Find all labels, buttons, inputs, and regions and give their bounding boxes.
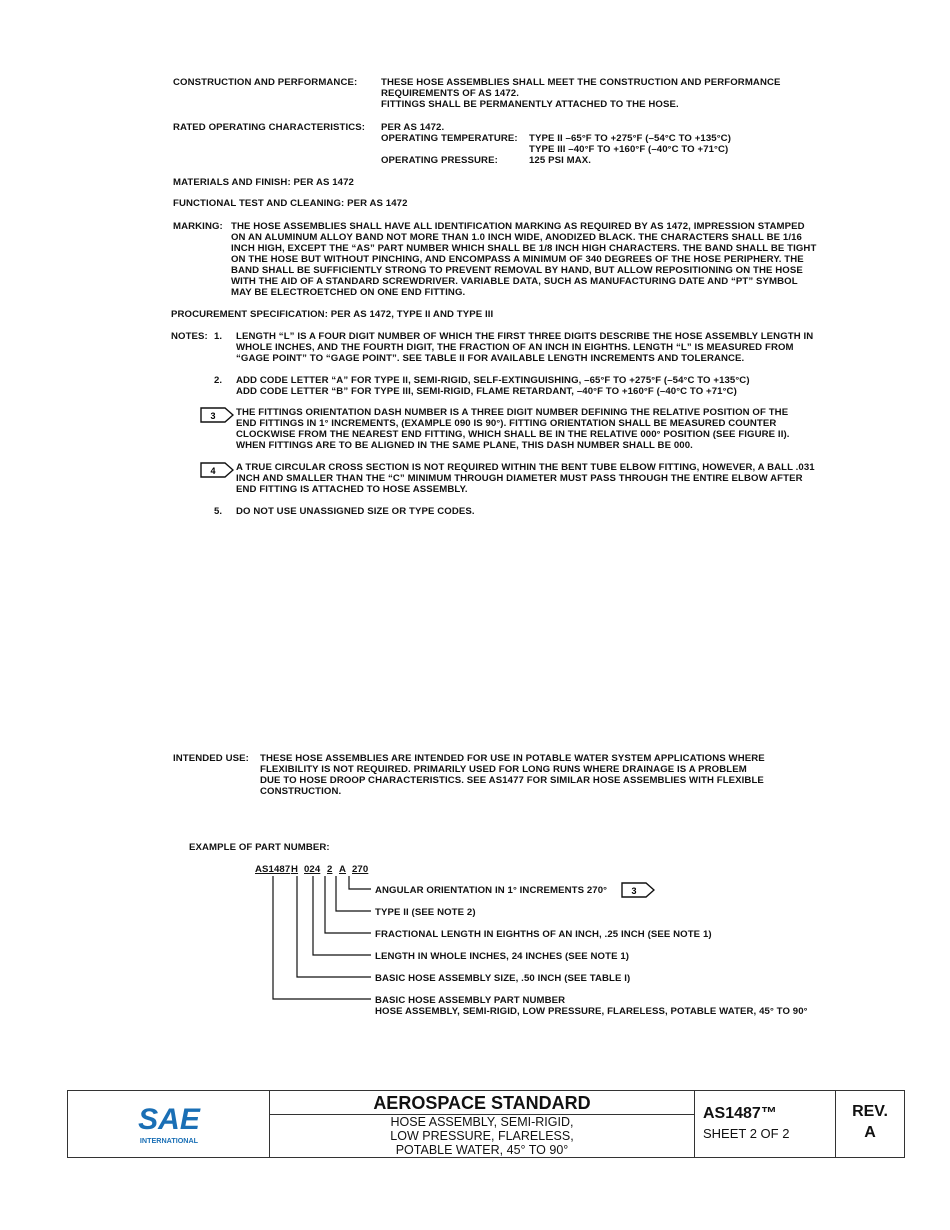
functional-line: FUNCTIONAL TEST AND CLEANING: PER AS 1472 bbox=[173, 198, 408, 209]
pressure-label: OPERATING PRESSURE: bbox=[381, 155, 498, 166]
desc-line: POTABLE WATER, 45° TO 90° bbox=[395, 1143, 569, 1157]
note-3-line: THE FITTINGS ORIENTATION DASH NUMBER IS A THREE DIGIT NUMBER DEFINING THE RELATIVE POSITION OF THE bbox=[236, 407, 789, 418]
sae-logo-text: SAE bbox=[138, 1103, 200, 1136]
standard-title: AEROSPACE STANDARD bbox=[270, 1093, 694, 1115]
rev-value: A bbox=[864, 1124, 876, 1141]
callout-fraction: FRACTIONAL LENGTH IN EIGHTHS OF AN INCH, .25 INCH (SEE NOTE 1) bbox=[375, 929, 712, 940]
construction-line: REQUIREMENTS OF AS 1472. bbox=[381, 88, 519, 99]
revision-cell bbox=[836, 1091, 904, 1157]
rated-per: PER AS 1472. bbox=[381, 122, 445, 133]
part-number-length: 024 bbox=[304, 864, 321, 875]
marking-label: MARKING: bbox=[173, 221, 223, 232]
marking-line: MAY BE ELECTROETCHED ON ONE END FITTING. bbox=[231, 287, 466, 298]
note-4-line: END FITTING IS ATTACHED TO HOSE ASSEMBLY. bbox=[236, 484, 468, 495]
title-cell bbox=[270, 1091, 695, 1157]
note-3-line: END FITTINGS IN 1° INCREMENTS, (EXAMPLE 090 IS 90°). FITTING ORIENTATION SHALL BE MEASURED COUNTER bbox=[236, 418, 777, 429]
note-1-line: WHOLE INCHES, AND THE FOURTH DIGIT, THE FRACTION OF AN INCH IN EIGHTHS. LENGTH “L” IS MEASURED FROM bbox=[236, 342, 794, 353]
intended-line: FLEXIBILITY IS NOT REQUIRED. PRIMARILY USED FOR LONG RUNS WHERE DRAINAGE IS A PROBLEM bbox=[260, 764, 747, 775]
logo-cell bbox=[68, 1091, 270, 1157]
note-3-line: WHEN FITTINGS ARE TO BE ALIGNED IN THE SAME PLANE, THIS DASH NUMBER SHALL BE 000. bbox=[236, 440, 693, 451]
marking-line: ON THE HOSE BUT WITHOUT PINCHING, AND ENCOMPASS A MINIMUM OF 340 DEGREES OF THE HOSE PERIPHERY. THE bbox=[231, 254, 804, 265]
construction-label: CONSTRUCTION AND PERFORMANCE: bbox=[173, 77, 358, 88]
pressure-value: 125 PSI MAX. bbox=[529, 155, 591, 166]
note-3-flag-label: 3 bbox=[210, 411, 216, 421]
part-number-base: AS1487 bbox=[255, 864, 291, 875]
rated-label: RATED OPERATING CHARACTERISTICS: bbox=[173, 122, 366, 133]
note-1-line: LENGTH “L” IS A FOUR DIGIT NUMBER OF WHICH THE FIRST THREE DIGITS DESCRIBE THE HOSE ASSEMBLY LENGTH IN bbox=[236, 331, 814, 342]
callout-length: LENGTH IN WHOLE INCHES, 24 INCHES (SEE NOTE 1) bbox=[375, 951, 630, 962]
intended-line: DUE TO HOSE DROOP CHARACTERISTICS. SEE AS1477 FOR SIMILAR HOSE ASSEMBLIES WITH FLEXIBLE bbox=[260, 775, 764, 786]
callout-description: HOSE ASSEMBLY, SEMI-RIGID, LOW PRESSURE, FLARELESS, POTABLE WATER, 45° TO 90° bbox=[375, 1006, 808, 1017]
construction-line: THESE HOSE ASSEMBLIES SHALL MEET THE CONSTRUCTION AND PERFORMANCE bbox=[381, 77, 781, 88]
sheet-number: SHEET 2 OF 2 bbox=[703, 1126, 790, 1141]
example-flag-icon bbox=[621, 882, 655, 898]
sae-logo-icon bbox=[136, 1101, 202, 1149]
leader-orientation bbox=[349, 876, 371, 889]
callout-part-number: BASIC HOSE ASSEMBLY PART NUMBER bbox=[375, 995, 566, 1006]
notes-label: NOTES: bbox=[171, 331, 208, 342]
part-number-type: A bbox=[339, 864, 347, 875]
callout-size: BASIC HOSE ASSEMBLY SIZE, .50 INCH (SEE TABLE I) bbox=[375, 973, 631, 984]
marking-line: ON AN ALUMINUM ALLOY BAND NOT MORE THAN 1.0 INCH WIDE, ANODIZED BLACK. THE CHARACTERS SHALL BE 1/16 bbox=[231, 232, 802, 243]
doc-number-cell bbox=[695, 1091, 836, 1157]
intended-line: CONSTRUCTION. bbox=[260, 786, 342, 797]
leader-part-number bbox=[273, 876, 371, 999]
doc-number: AS1487™ bbox=[703, 1105, 777, 1122]
temp-line: TYPE III –40°F TO +160°F (–40°C TO +71°C) bbox=[529, 144, 729, 155]
leader-size bbox=[297, 876, 371, 977]
leader-type bbox=[336, 876, 371, 911]
marking-line: INCH HIGH, EXCEPT THE “AS” PART NUMBER WHICH SHALL BE 1/8 INCH HIGH CHARACTERS. THE BAND SHALL BE TIGHT bbox=[231, 243, 817, 254]
rev-label: REV. bbox=[852, 1103, 888, 1120]
procurement-line: PROCUREMENT SPECIFICATION: PER AS 1472, TYPE II AND TYPE III bbox=[171, 309, 494, 320]
leader-fraction bbox=[325, 876, 371, 933]
note-3-line: CLOCKWISE FROM THE NEAREST END FITTING, WHICH SHALL BE IN THE RELATIVE 000° POSITION (SEE FIGURE II). bbox=[236, 429, 790, 440]
leader-length bbox=[313, 876, 371, 955]
part-number-fraction: 2 bbox=[327, 864, 333, 875]
materials-line: MATERIALS AND FINISH: PER AS 1472 bbox=[173, 177, 354, 188]
note-2-number: 2. bbox=[214, 375, 223, 386]
desc-line: LOW PRESSURE, FLARELESS, bbox=[390, 1129, 574, 1143]
temp-label: OPERATING TEMPERATURE: bbox=[381, 133, 518, 144]
note-1-line: “GAGE POINT” TO “GAGE POINT”. SEE TABLE II FOR AVAILABLE LENGTH INCREMENTS AND TOLERANCE. bbox=[236, 353, 745, 364]
title-block bbox=[67, 1090, 905, 1158]
note-2-line: ADD CODE LETTER “A” FOR TYPE II, SEMI-RIGID, SELF-EXTINGUISHING, –65°F TO +275°F (–54°C TO +135°C) bbox=[236, 375, 750, 386]
marking-line: WITH THE AID OF A STANDARD SCREWDRIVER. VARIABLE DATA, SUCH AS MANUFACTURING DATE AND “PT” SYMBOL bbox=[231, 276, 798, 287]
note-4-flag-label: 4 bbox=[210, 466, 216, 476]
marking-line: THE HOSE ASSEMBLIES SHALL HAVE ALL IDENTIFICATION MARKING AS REQUIRED BY AS 1472, IMPRESSION STAMPED bbox=[231, 221, 805, 232]
desc-line: HOSE ASSEMBLY, SEMI-RIGID, bbox=[390, 1115, 574, 1129]
temp-line: TYPE II –65°F TO +275°F (–54°C TO +135°C) bbox=[529, 133, 731, 144]
intended-line: THESE HOSE ASSEMBLIES ARE INTENDED FOR USE IN POTABLE WATER SYSTEM APPLICATIONS WHERE bbox=[260, 753, 765, 764]
example-flag-label: 3 bbox=[631, 886, 637, 896]
note-5-text: DO NOT USE UNASSIGNED SIZE OR TYPE CODES. bbox=[236, 506, 475, 517]
callout-orientation: ANGULAR ORIENTATION IN 1° INCREMENTS 270° bbox=[375, 885, 608, 896]
marking-line: BAND SHALL BE SUFFICIENTLY STRONG TO PREVENT REMOVAL BY HAND, BUT ALLOW REPOSITIONING ON THE HOSE bbox=[231, 265, 803, 276]
note-1-number: 1. bbox=[214, 331, 223, 342]
callout-type: TYPE II (SEE NOTE 2) bbox=[375, 907, 476, 918]
note-4-line: A TRUE CIRCULAR CROSS SECTION IS NOT REQUIRED WITHIN THE BENT TUBE ELBOW FITTING, HOWEVER, A BALL .031 bbox=[236, 462, 815, 473]
example-title: EXAMPLE OF PART NUMBER: bbox=[189, 842, 330, 853]
note-4-line: INCH AND SMALLER THAN THE “C” MINIMUM THROUGH DIAMETER MUST PASS THROUGH THE ENTIRE ELBOW AFTER bbox=[236, 473, 803, 484]
intended-label: INTENDED USE: bbox=[173, 753, 249, 764]
construction-line: FITTINGS SHALL BE PERMANENTLY ATTACHED TO THE HOSE. bbox=[381, 99, 679, 110]
part-number-size: H bbox=[291, 864, 299, 875]
part-number-orientation: 270 bbox=[352, 864, 369, 875]
sae-logo-subtext: INTERNATIONAL bbox=[139, 1136, 199, 1145]
note-2-line: ADD CODE LETTER “B” FOR TYPE III, SEMI-RIGID, FLAME RETARDANT, –40°F TO +160°F (–40°C TO +71°C) bbox=[236, 386, 737, 397]
note-5-number: 5. bbox=[214, 506, 223, 517]
